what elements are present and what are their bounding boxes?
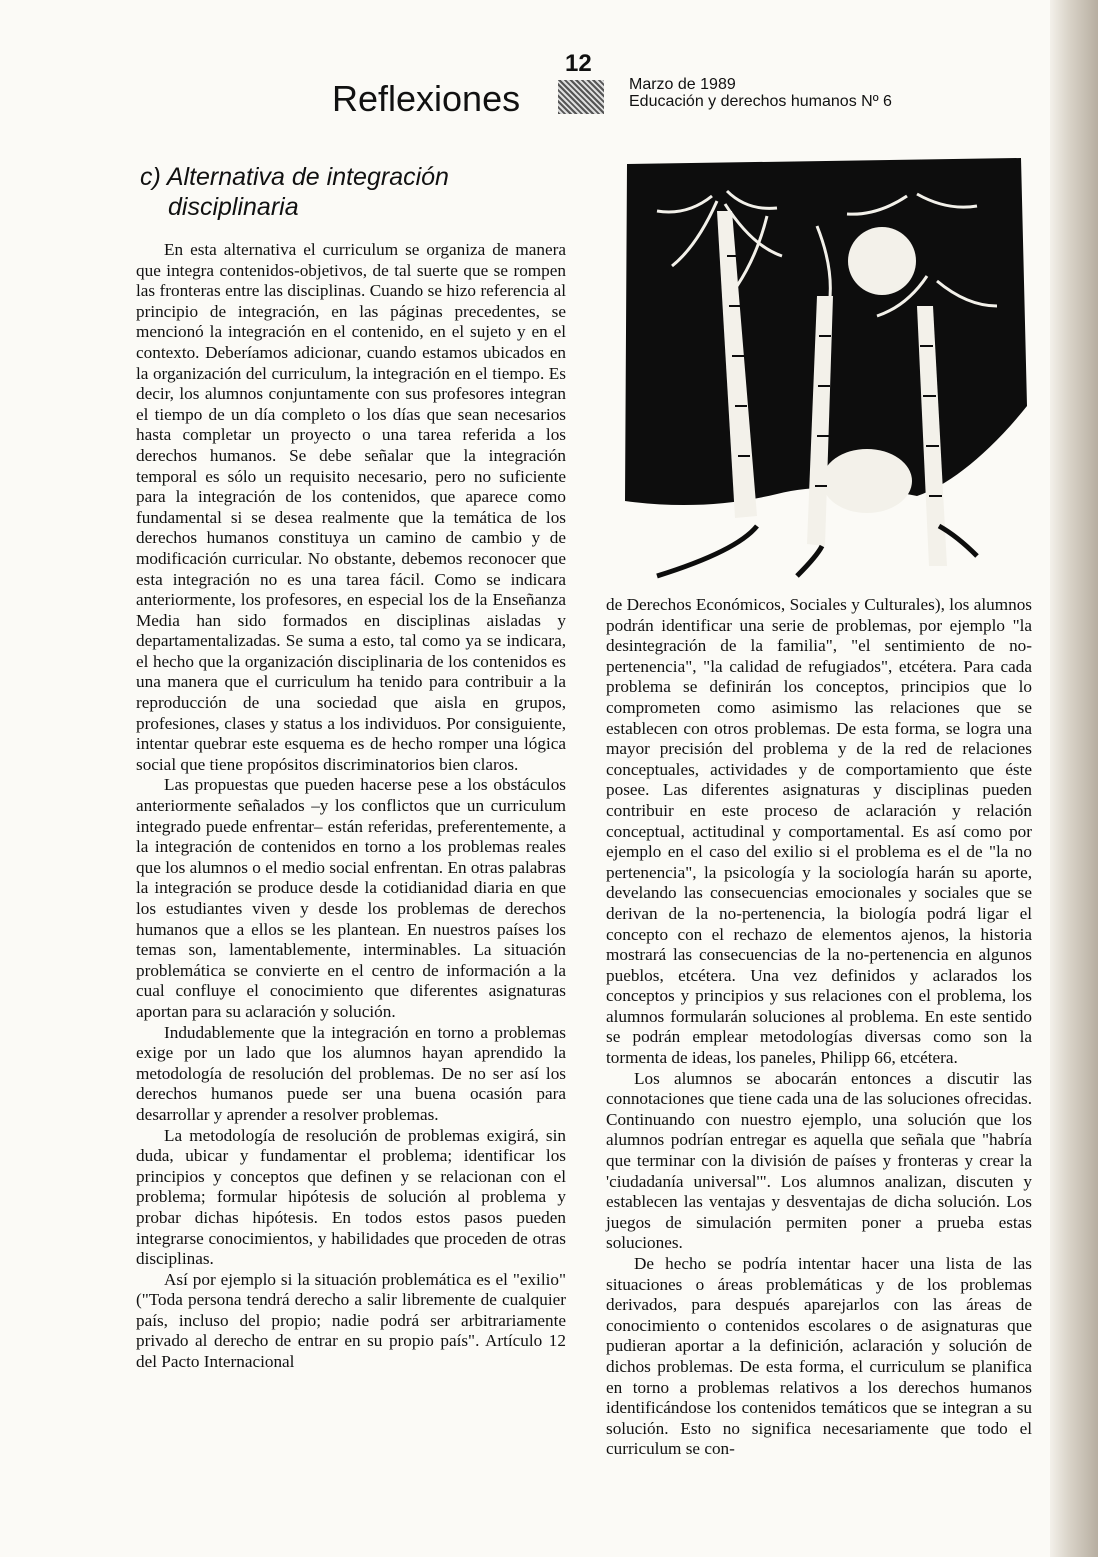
paragraph: En esta alternativa el curriculum se organiza de manera que integra contenidos-objetivos, de tal suerte que se rompen las fronteras entre las disciplinas. Cuando se hizo referencia al principio de integración, en las páginas precedentes, se mencionó la integración en el contenido, en el sujeto y en el contexto. Deberíamos adicionar, cuando estamos ubicados en la organización del curriculum, la integración en el tiempo. Es decir, los alumnos conjuntamente con sus profesores integran el tiempo de un día completo o los días que sean necesarios hasta completar un proyecto o una tarea referida a los derechos humanos. Se debe señalar que la integración temporal es sólo un requisito necesario, pero no suficiente para la integración de los contenidos, que aparece como fundamental si se desea realmente que la temática de los derechos humanos constituya un camino de cambio y de modificación curricular. No obstante, debemos reconocer que esta integración no es una tarea fácil. Como se indicara anteriormente, los profesores, en especial los de la Enseñanza Media han sido formados en disciplinas aisladas y departamentalizadas. Se suma a esto, tal como ya se indicara, el hecho que la organización disciplinaria de los contenidos es una manera que el curriculum ha tenido para contribuir a la reproducción de una sociedad que aisla en grupos, profesiones, clases y status a los individuos. Por consiguiente, intentar quebrar este esquema es de hecho romper una lógica social que tiene propósitos discriminatorios bien claros. [136,240,566,774]
header-info [629,76,892,110]
page-edge-shadow [1050,0,1098,1557]
paragraph: La metodología de resolución de problemas exigirá, sin duda, ubicar y fundamentar el problema; identificar los principios y conceptos que definen y se relacionan con el problema; formular hipótesis de solución al problema y probar dichas hipótesis. En todos estos pasos pueden integrarse conocimientos, y habilidades que proceden de otras disciplinas. [136,1125,566,1269]
hut [822,449,912,513]
section-heading-line1: c) Alternativa de integración [140,163,449,191]
section-heading [140,162,449,222]
section-heading-line2: disciplinaria [168,193,299,221]
page-title: Reflexiones [332,78,521,119]
paragraph: Indudablemente que la integración en torno a problemas exige por un lado que los alumnos hayan aprendido la metodología de resolución del problemas. De no ser así los derechos humanos puede ser una buena ocasión para desarrollar y aprender a resolver problemas. [136,1022,566,1124]
paragraph: Los alumnos se abocarán entonces a discutir las connotaciones que tiene cada una de las soluciones ofrecidas. Continuando con nuestro ejemplo, una solución que los alumnos podrían entregar es aquella que señala que "habría que terminar con la división de países y fronteras y crear la 'ciudadanía universal'". Los alumnos analizan, discuten y establecen las ventajas y desventajas de dicha solución. Los juegos de simulación permiten poner a prueba estas soluciones. [606,1068,1032,1253]
left-column [136,240,566,1373]
palm-trees-woodcut-icon [617,156,1031,581]
header-date: Marzo de 1989 [629,76,736,93]
header-halftone-box [558,80,604,114]
page-number: 12 [565,50,592,77]
paragraph: de Derechos Económicos, Sociales y Culturales), los alumnos podrán identificar una serie de problemas, por ejemplo "la desintegración de la familia", "el sentimiento de no-pertenencia", "la calidad de refugiados", etcétera. Para cada problema se definirán los conceptos, principios que lo comprometen como asimismo las relaciones que se establecen con otros problemas. De esta forma, se logra una mayor precisión del problema y de la red de relaciones conceptuales, actividades y de comportamiento que éste posee. Las diferentes asignaturas y disciplinas pueden contribuir en este proceso de aclaración y relación conceptual, actitudinal y comportamental. Es así como por ejemplo en el caso del exilio si el problema es el de "la no pertenencia", la psicología y la sociología harán su aporte, develando las consecuencias emocionales y sociales que se derivan de la no-pertenencia, la biología podrá ligar el concepto con el rechazo de elementos ajenos, la historia mostrará las consecuencias de la no-pertenencia en algunos pueblos, etcétera. Una vez definidos y aclarados los conceptos y principios y sus relaciones con el problema, los alumnos formularán soluciones al problema. En este sentido se podrán emplear metodologías diversas como son la tormenta de ideas, los paneles, Philipp 66, etcétera. [606,595,1032,1068]
header-publication: Educación y derechos humanos Nº 6 [629,93,892,110]
moon [848,227,916,295]
paragraph: De hecho se podría intentar hacer una lista de las situaciones o áreas problemáticas y de los problemas derivados, para después aparejarlos con las áreas de conocimiento o contenidos escolares o de asignaturas que pudieran aportar a la definición, aclaración y solución de dichos problemas. De esta forma, el curriculum se planifica en torno a problemas relativos a los derechos humanos identificándose los contenidos temáticos que se integran a su solución. Esto no significa necesariamente que todo el curriculum se con- [606,1254,1032,1459]
paragraph: Así por ejemplo si la situación problemática es el "exilio" ("Toda persona tendrá derecho a salir libremente de cualquier país, incluso del propio; nadie podrá ser arbitrariamente privado al derecho de entrar en su propio país". Artículo 12 del Pacto Internacional [136,1269,566,1372]
right-column [606,595,1032,1460]
paragraph: Las propuestas que pueden hacerse pese a los obstáculos anteriormente señalados –y los conflictos que un curriculum integrado puede enfrentar– están referidas, preferentemente, a la integración de contenidos en torno a los problemas reales que los alumnos o el medio social enfrentan. En otras palabras la integración se produce desde la cotidianidad diaria en que los estudiantes viven y desde los problemas de derechos humanos que a ellos se les plantean. En nuestros países los temas son, lamentablemente, interminables. La situación problemática se convierte en el centro de información a la cual confluye el conocimiento que diferentes asignaturas aportan para su aclaración y solución. [136,775,566,1021]
